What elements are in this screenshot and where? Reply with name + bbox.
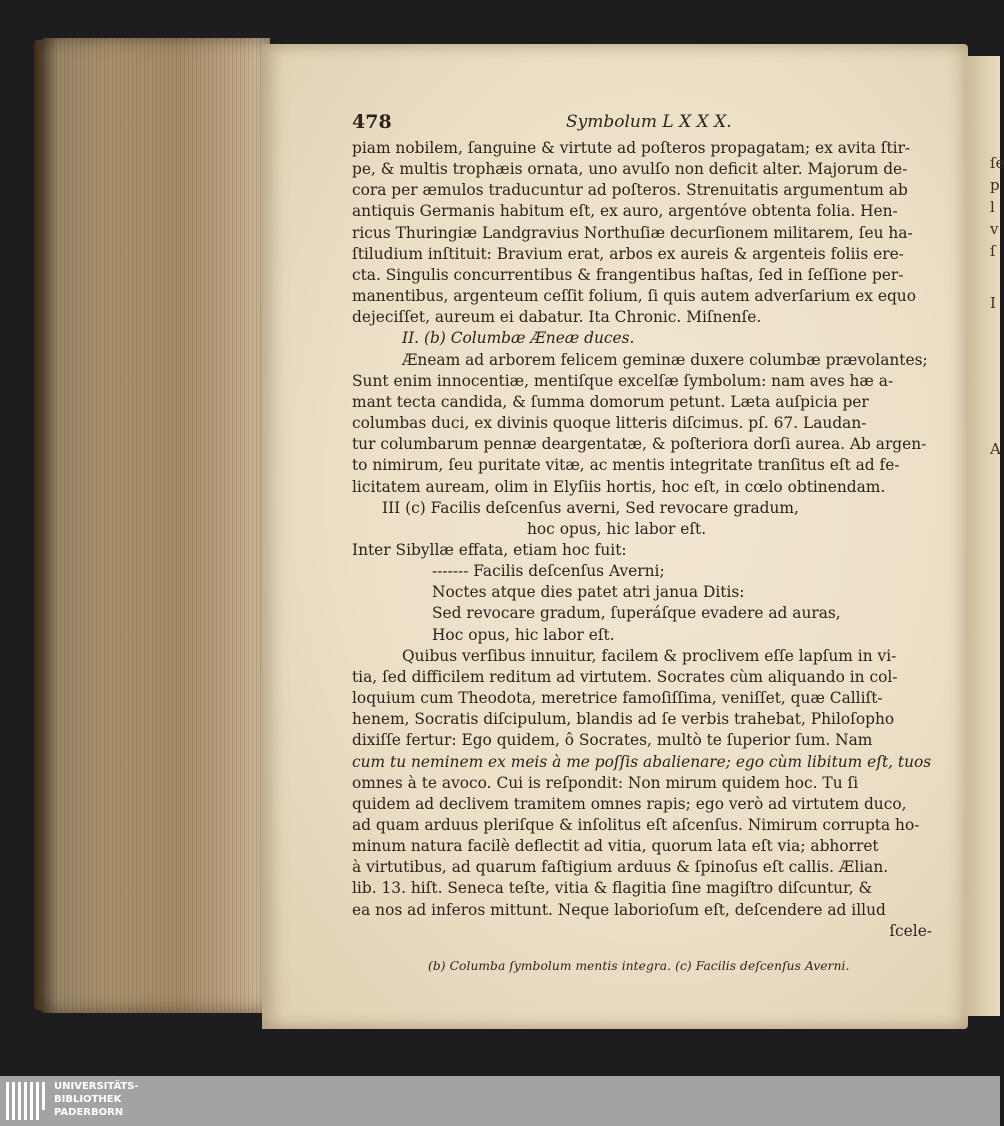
text-line: ea nos ad inferos mittunt. Neque laborioſum eſt, deſcendere ad illud (352, 900, 886, 919)
text-line: loquium cum Theodota, meretrice famoſiſſima, veniſſet, quæ Calliſt- (352, 689, 883, 708)
text-line: Æneam ad arborem felicem geminæ duxere columbæ prævolantes; (402, 350, 928, 369)
text-line: Inter Sibyllæ effata, etiam hoc fuit: (352, 540, 627, 559)
text-line: dejeciſſet, aureum ei dabatur. Ita Chronic. Miſnenſe. (352, 308, 762, 327)
running-head: Symbolum L X X X. (566, 112, 732, 132)
text-line: to nimirum, ſeu puritate vitæ, ac mentis integritate tranſitus eſt ad fe- (352, 456, 900, 475)
text-line: Quibus verſibus innuitur, facilem & proclivem eſſe lapſum in vi- (402, 646, 897, 665)
text-line: minum natura facilè deflectit ad vitia, quorum lata eſt via; abhorret (352, 837, 879, 856)
text-line: piam nobilem, ſanguine & virtute ad poſteros propagatam; ex avita ſtir- (352, 139, 911, 157)
library-name-line: PADERBORN (54, 1107, 124, 1118)
library-logo-icon (6, 1080, 50, 1122)
library-name (54, 1080, 139, 1119)
text-line: licitatem auream, olim in Elyſiis hortis, hoc eſt, in cœlo obtinendam. (352, 477, 886, 496)
facing-page (966, 56, 1004, 1016)
text-line: antiquis Germanis habitum eſt, ex auro, argentóve obtenta folia. Hen- (352, 202, 898, 221)
verse-line: Sed revocare gradum, ſuperáſque evadere ad auras, (432, 604, 841, 623)
text-line: tia, ſed difficilem reditum ad virtutem. Socrates cùm aliquando in col- (352, 667, 898, 686)
text-line: omnes à te avoco. Cui is reſpondit: Non mirum quidem hoc. Tu ſi (352, 773, 859, 792)
page-number: 478 (352, 111, 392, 133)
text-line: lib. 13. hiſt. Seneca teſte, vitia & flagitia ſine magiſtro diſcuntur, & (352, 879, 873, 898)
book-page-edge (40, 38, 270, 1013)
text-line: ſtiludium inſtituit: Bravium erat, arbos ex aureis & argenteis foliis ere- (352, 244, 904, 263)
library-footer (0, 1076, 1000, 1126)
text-line: cora per æmulos traducuntur ad poſteros. Strenuitatis argumentum ab (352, 181, 908, 200)
verse-line: ------- Facilis deſcenſus Averni; (432, 562, 665, 581)
verse-line: Noctes atque dies patet atri janua Ditis: (432, 583, 745, 602)
text-line: columbas duci, ex divinis quoque litteris diſcimus. pſ. 67. Laudan- (352, 414, 867, 433)
facing-letter: l (990, 198, 995, 216)
facing-letter: ſe (990, 154, 1004, 172)
footnotes: (b) Columba ſymbolum mentis integra. (c) Facilis deſcenſus Averni. (428, 958, 850, 973)
text-line: cum tu neminem ex meis à me poſſis abalienare; ego cùm libitum eſt, tuos (352, 752, 932, 771)
text-line: ad quam arduus pleriſque & inſolitus eſt aſcenſus. Nimirum corrupta ho- (352, 816, 920, 834)
text-line: Sunt enim innocentiæ, mentiſque excelſæ ſymbolum: nam aves hæ a- (352, 371, 894, 390)
text-line: quidem ad declivem tramitem omnes rapis; ego verò ad virtutem duco, (352, 794, 907, 813)
facing-letter: I (990, 294, 996, 312)
text-line: à virtutibus, ad quarum faſtigium arduus & ſpinoſus eſt callis. Ælian. (352, 858, 889, 877)
page-text (352, 112, 932, 977)
facing-letter: ſ (990, 242, 996, 260)
section-heading: III (c) Facilis deſcenſus averni, Sed revocare gradum, (382, 498, 799, 517)
facing-letter: A (990, 440, 1001, 458)
library-name-line: UNIVERSITÄTS- (54, 1081, 139, 1092)
text-line: cta. Singulis concurrentibus & frangentibus haſtas, ſed in ſeſſione per- (352, 265, 904, 284)
text-line: ricus Thuringiæ Landgravius Northuſiæ decurſionem militarem, ſeu ha- (352, 223, 913, 242)
text-line: dixiſſe fertur: Ego quidem, ô Socrates, multò te ſuperior ſum. Nam (352, 731, 873, 750)
facing-letter: p (990, 176, 1000, 194)
page-header (352, 112, 932, 138)
facing-letter: v (990, 220, 999, 238)
text-line: hoc opus, hic labor eſt. (527, 519, 707, 538)
text-line: manentibus, argenteum ceſſit folium, ſi quis autem adverſarium ex equo (352, 287, 916, 306)
section-heading: II. (b) Columbæ Æneæ duces. (402, 329, 635, 348)
text-line: tur columbarum pennæ deargentatæ, & poſteriora dorſi aurea. Ab argen- (352, 435, 927, 454)
text-line: mant tecta candida, & ſumma domorum petunt. Læta auſpicia per (352, 392, 869, 411)
text-line: henem, Socratis diſcipulum, blandis ad ſe verbis trahebat, Philoſopho (352, 710, 895, 729)
verse-line: Hoc opus, hic labor eſt. (432, 625, 615, 644)
text-line: pe, & multis trophæis ornata, uno avulſo non deficit alter. Majorum de- (352, 160, 908, 179)
catchword: ſcele- (889, 921, 932, 940)
library-name-line: BIBLIOTHEK (54, 1094, 122, 1105)
